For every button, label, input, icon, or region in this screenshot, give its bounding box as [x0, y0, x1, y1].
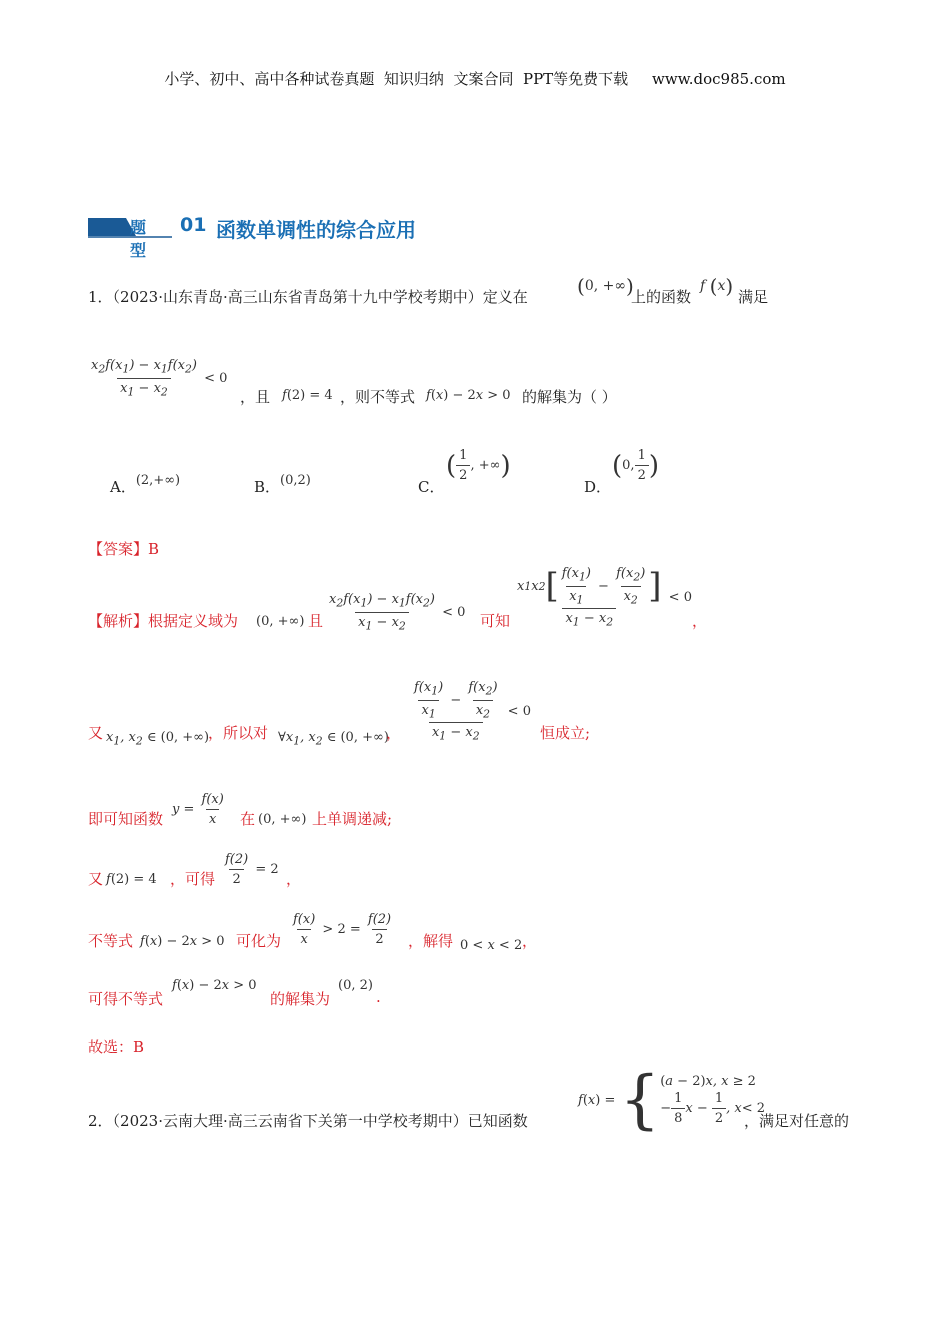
analysis-text-5a: 不等式 [88, 932, 134, 950]
analysis-forall-math: $\forall x_1$, $x_2$ ∈ (0, +∞) [278, 730, 389, 748]
analysis-y-function-math: y = $\frac{f(x)}{x}$ [172, 792, 224, 827]
analysis-inequality-math: f(x) − 2x > 0 [140, 934, 225, 949]
analysis-text-5b: 可化为 [236, 932, 282, 950]
q1-domain-math: (0, +∞) [577, 274, 634, 298]
analysis-text-3b: 在 [240, 810, 256, 828]
analysis-tag: 【解析】 [88, 612, 149, 630]
analysis-text-1c: 可知 [480, 612, 511, 630]
analysis-text-4a: 又 [88, 870, 104, 888]
q1-option-d[interactable] [584, 476, 611, 497]
q1-solution-text: 的解集为（ ） [522, 388, 617, 406]
q1-inequality-math: f(x) − 2x > 0 [426, 388, 511, 403]
analysis-text-2d: 恒成立; [540, 724, 591, 742]
q1-line-1 [88, 286, 528, 307]
q1-option-a-value: (2,+∞) [135, 473, 181, 488]
q1-option-d-label: D． [584, 478, 612, 496]
q1-answer: 【答案】B [88, 540, 160, 558]
q1-option-a[interactable] [110, 473, 181, 497]
analysis-conclusion: 故选：B [88, 1038, 145, 1056]
analysis-text-6c: . [376, 988, 381, 1006]
q1-satisfy-text: 满足 [738, 288, 769, 306]
analysis-text-3a: 即可知函数 [88, 810, 164, 828]
q1-option-b-label: B． [254, 478, 281, 496]
analysis-solution-math: (0, 2) [338, 978, 373, 993]
analysis-text-6b: 的解集为 [270, 990, 331, 1008]
analysis-line-1-start [88, 610, 238, 631]
section-badge-text: 题型 [130, 218, 147, 260]
analysis-transformed-fraction: x 1 x 2 [ $\frac{f(x_1)}{x_1}$ − $\frac{f(x_2)}{x_2}$ ] $x_1 - x_2$ < 0 [517, 566, 692, 629]
q2-number: 2． [88, 1112, 113, 1130]
analysis-f2-math: f(2) = 4 [106, 872, 157, 887]
q1-fx-math: f (x) [700, 274, 734, 298]
q2-piecewise-function-math: f ( x ) = { (a − 2)x, x ≥ 2 − $\frac{1}{8}$ x − $\frac{1}{2}$ , x < 2 [578, 1063, 766, 1137]
q1-number: 1． [88, 288, 113, 306]
analysis-text-1a: 根据定义域为 [148, 612, 239, 630]
analysis-text-4c: ， [286, 870, 302, 888]
page-header: 小学、初中、高中各种试卷真题 知识归纳 文案合同 PPT等免费下载 www.doc985.com [164, 70, 786, 88]
section-title: 函数单调性的综合应用 [216, 218, 416, 242]
q1-f2-math: f(2) = 4 [282, 388, 333, 403]
analysis-text-5d: ， [522, 932, 538, 950]
section-number: 01 [180, 214, 207, 236]
analysis-domain-math-2: (0, +∞) [258, 812, 307, 827]
analysis-text-4b: ，可得 [170, 870, 216, 888]
analysis-text-1b: 且 [308, 612, 324, 630]
analysis-transformed-inequality-math: $\frac{f(x)}{x}$ > 2 = $\frac{f(2)}{2}$ [293, 912, 392, 947]
q1-on-text: 上的函数 [631, 288, 692, 306]
analysis-difference-fraction: $\frac{f(x_1)}{x_1}$ − $\frac{f(x_2)}{x_2}$ $x_1 - x_2$ < 0 [414, 680, 531, 743]
q1-option-a-label: A． [110, 478, 136, 496]
analysis-text-6a: 可得不等式 [88, 990, 164, 1008]
q1-then-text: ，则不等式 [340, 388, 416, 406]
q2-source: （2023·云南大理·高三云南省下关第一中学校考期中）已知函数 [112, 1112, 528, 1130]
analysis-f2-over-2-math: $\frac{f(2)}{2}$ = 2 [225, 852, 279, 887]
q1-and-text: ，且 [240, 388, 271, 406]
analysis-text-1d: ， [692, 612, 708, 630]
analysis-text-2b: ，所以对 [208, 724, 269, 742]
q1-option-b[interactable] [254, 473, 311, 497]
q1-condition-fraction: $\frac{x_2f(x_1) - x_1f(x_2)}{x_1 - x_2}$ < 0 [91, 358, 228, 399]
q2-tail-text: ，满足对任意的 [744, 1112, 850, 1130]
analysis-range-math: 0 < x < 2 [460, 938, 523, 953]
q1-option-c[interactable] [418, 476, 444, 497]
analysis-text-3c: 上单调递减; [312, 810, 393, 828]
analysis-x1x2-domain-math: $x_1$, $x_2$ ∈ (0, +∞) [106, 730, 210, 748]
q1-option-c-label: C． [418, 478, 445, 496]
q1-source: （2023·山东青岛·高三山东省青岛第十九中学校考期中）定义在 [112, 288, 528, 306]
q1-option-c-value: ( $\frac{1}{2}$ , +∞ ) [446, 448, 511, 483]
analysis-inequality-math-2: f(x) − 2x > 0 [172, 978, 257, 993]
q2-line-1 [88, 1110, 528, 1131]
q1-option-d-value: ( 0, $\frac{1}{2}$ ) [612, 448, 659, 483]
analysis-condition-fraction: $\frac{x_2f(x_1) - x_1f(x_2)}{x_1 - x_2}$ < 0 [329, 592, 466, 633]
q1-option-b-value: (0,2) [280, 473, 311, 488]
analysis-domain-math: (0, +∞) [256, 614, 305, 629]
analysis-text-5c: ，解得 [408, 932, 454, 950]
analysis-text-2a: 又 [88, 724, 104, 742]
analysis-text-2c: ， [386, 724, 402, 742]
